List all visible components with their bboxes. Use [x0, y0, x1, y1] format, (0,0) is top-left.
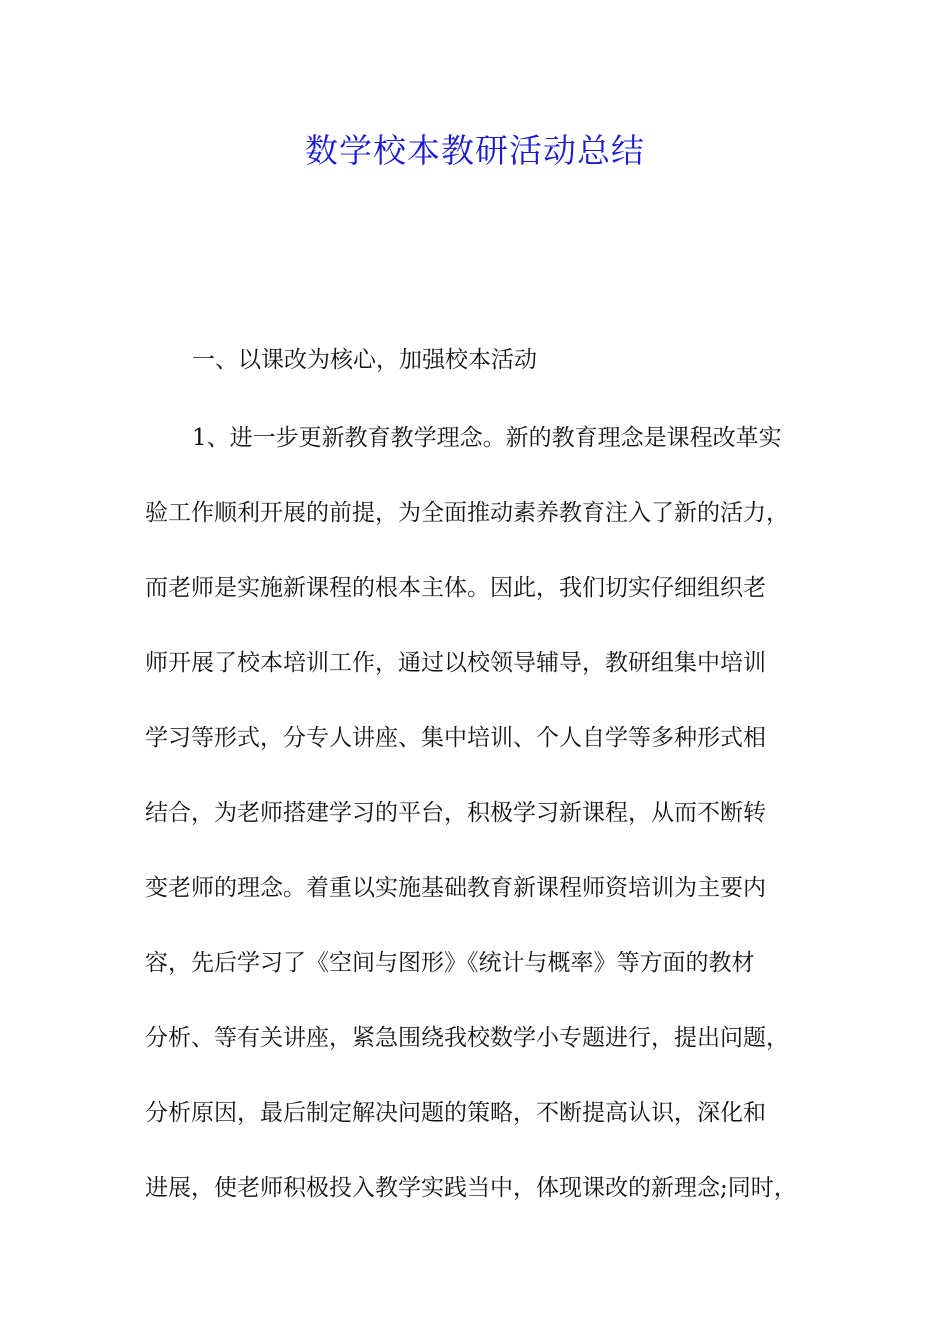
- paragraph-line: 分析原因，最后制定解决问题的策略，不断提高认识，深化和: [145, 1100, 766, 1126]
- paragraph-line: 而老师是实施新课程的根本主体。因此，我们切实仔细组织老: [145, 575, 766, 601]
- paragraph-line: 变老师的理念。着重以实施基础教育新课程师资培训为主要内: [145, 875, 766, 901]
- paragraph-line: 师开展了校本培训工作，通过以校领导辅导，教研组集中培训: [145, 650, 766, 676]
- body-paragraph: [145, 418, 825, 1243]
- paragraph-line: 学习等形式，分专人讲座、集中培训、个人自学等多种形式相: [145, 725, 766, 751]
- section-heading: 一、以课改为核心，加强校本活动: [192, 347, 537, 373]
- paragraph-line: 进展，使老师积极投入教学实践当中，体现课改的新理念;同时，: [145, 1175, 797, 1201]
- paragraph-line: 1、进一步更新教育教学理念。新的教育理念是课程改革实: [192, 425, 782, 451]
- paragraph-line: 验工作顺利开展的前提，为全面推动素养教育注入了新的活力，: [145, 500, 789, 526]
- paragraph-line: 分析、等有关讲座，紧急围绕我校数学小专题进行，提出问题，: [145, 1025, 789, 1051]
- paragraph-line: 容，先后学习了《空间与图形》《统计与概率》等方面的教材: [145, 950, 755, 976]
- document-title: 数学校本教研活动总结: [305, 131, 645, 170]
- paragraph-line: 结合，为老师搭建学习的平台，积极学习新课程，从而不断转: [145, 800, 766, 826]
